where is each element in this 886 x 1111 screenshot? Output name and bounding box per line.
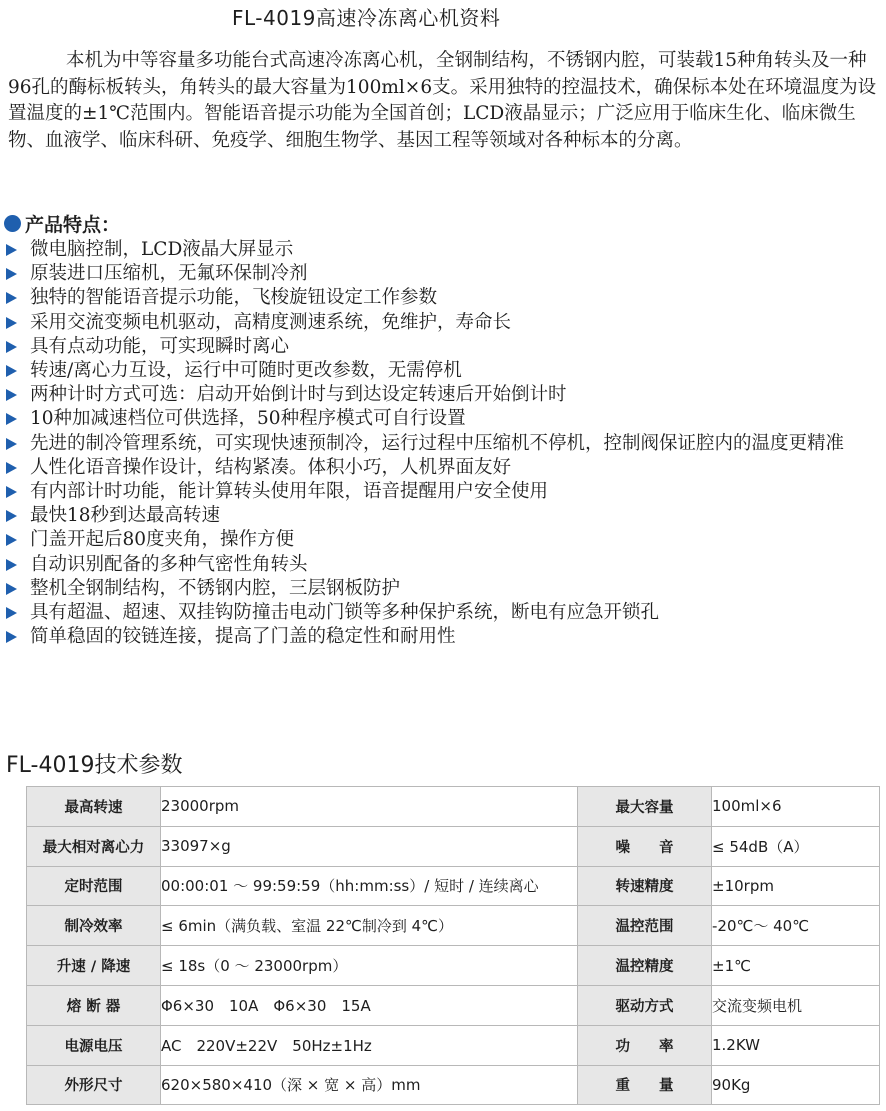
triangle-bullet-icon [6, 268, 17, 280]
triangle-bullet-icon [6, 389, 17, 401]
feature-text: 独特的智能语音提示功能，飞梭旋钮设定工作参数 [30, 287, 438, 309]
spec-label: 噪 音 [578, 826, 712, 866]
spec-value: 00:00:01 ～ 99:59:59（hh:mm:ss）/ 短时 / 连续离心 [161, 866, 578, 906]
feature-text: 简单稳固的铰链连接，提高了门盖的稳定性和耐用性 [30, 626, 456, 648]
feature-item [4, 238, 884, 262]
spec-value: -20℃～ 40℃ [712, 906, 880, 946]
table-row [27, 826, 880, 866]
spec-value: 33097×g [161, 826, 578, 866]
intro-text: 本机为中等容量多功能台式高速冷冻离心机，全钢制结构，不锈钢内腔，可装载15种角转头及一种96孔的酶标板转头，角转头的最大容量为100ml×6支。采用独特的控温技术，确保标本处在环境温度为设置温度的±1℃范围内。智能语音提示功能为全国首创；LCD液晶显示；广泛应用于临床生化、临床微生物、血液学、临床科研、免疫学、细胞生物学、基因工程等领域对各种标本的分离。 [8, 50, 877, 151]
feature-item [4, 577, 884, 601]
feature-text: 自动识别配备的多种气密性角转头 [30, 553, 308, 575]
table-row [27, 1065, 880, 1105]
feature-item [4, 335, 884, 359]
features-heading [4, 210, 120, 236]
spec-value: 620×580×410（深 × 宽 × 高）mm [161, 1065, 578, 1105]
spec-label: 电源电压 [27, 1025, 161, 1065]
feature-item [4, 262, 884, 286]
specs-title: FL-4019技术参数 [6, 753, 183, 778]
feature-text: 门盖开起后80度夹角，操作方便 [30, 529, 295, 551]
triangle-bullet-icon [6, 631, 17, 643]
feature-text: 采用交流变频电机驱动，高精度测速系统，免维护，寿命长 [30, 311, 512, 333]
spec-value: 交流变频电机 [712, 985, 880, 1025]
feature-text: 最快18秒到达最高转速 [30, 505, 221, 527]
feature-text: 先进的制冷管理系统，可实现快速预制冷，运行过程中压缩机不停机，控制阀保证腔内的温度更精准 [30, 432, 845, 454]
table-row [27, 866, 880, 906]
feature-text: 两种计时方式可选：启动开始倒计时与到达设定转速后开始倒计时 [30, 384, 567, 406]
features-list [4, 238, 884, 649]
table-row [27, 787, 880, 827]
spec-value: AC 220V±22V 50Hz±1Hz [161, 1025, 578, 1065]
feature-item [4, 528, 884, 552]
feature-item [4, 601, 884, 625]
specs-table [26, 786, 880, 1105]
triangle-bullet-icon [6, 365, 17, 377]
feature-item [4, 625, 884, 649]
feature-item [4, 311, 884, 335]
bullet-dot-icon [4, 215, 21, 232]
feature-item [4, 407, 884, 431]
spec-label: 定时范围 [27, 866, 161, 906]
spec-value: 90Kg [712, 1065, 880, 1105]
page-title: FL-4019高速冷冻离心机资料 [232, 6, 501, 30]
feature-item [4, 432, 884, 456]
feature-text: 具有点动功能，可实现瞬时离心 [30, 335, 290, 357]
feature-text: 具有超温、超速、双挂钩防撞击电动门锁等多种保护系统，断电有应急开锁孔 [30, 602, 660, 624]
feature-text: 整机全钢制结构，不锈钢内腔，三层钢板防护 [30, 577, 401, 599]
triangle-bullet-icon [6, 534, 17, 546]
triangle-bullet-icon [6, 317, 17, 329]
spec-value: ≤ 6min（满负载、室温 22℃制冷到 4℃） [161, 906, 578, 946]
triangle-bullet-icon [6, 462, 17, 474]
table-row [27, 906, 880, 946]
feature-item [4, 456, 884, 480]
triangle-bullet-icon [6, 244, 17, 256]
spec-label: 功 率 [578, 1025, 712, 1065]
triangle-bullet-icon [6, 413, 17, 425]
feature-item [4, 359, 884, 383]
spec-value: 1.2KW [712, 1025, 880, 1065]
triangle-bullet-icon [6, 583, 17, 595]
triangle-bullet-icon [6, 341, 17, 353]
spec-value: Φ6×30 10A Φ6×30 15A [161, 985, 578, 1025]
triangle-bullet-icon [6, 292, 17, 304]
table-row [27, 985, 880, 1025]
triangle-bullet-icon [6, 510, 17, 522]
spec-label: 升速 / 降速 [27, 946, 161, 986]
spec-label: 外形尺寸 [27, 1065, 161, 1105]
table-row [27, 946, 880, 986]
feature-text: 原装进口压缩机，无氟环保制冷剂 [30, 263, 308, 285]
spec-value: 23000rpm [161, 787, 578, 827]
feature-item [4, 553, 884, 577]
feature-text: 有内部计时功能，能计算转头使用年限，语音提醒用户安全使用 [30, 481, 549, 503]
triangle-bullet-icon [6, 486, 17, 498]
feature-text: 10种加减速档位可供选择，50种程序模式可自行设置 [30, 408, 466, 430]
spec-label: 驱动方式 [578, 985, 712, 1025]
features-heading-label: 产品特点： [25, 213, 121, 236]
spec-label: 温控范围 [578, 906, 712, 946]
spec-label: 制冷效率 [27, 906, 161, 946]
feature-item [4, 480, 884, 504]
feature-text: 微电脑控制，LCD液晶大屏显示 [30, 239, 294, 260]
spec-label: 重 量 [578, 1065, 712, 1105]
feature-item [4, 504, 884, 528]
spec-value: ±1℃ [712, 946, 880, 986]
spec-value: ≤ 54dB（A） [712, 826, 880, 866]
spec-label: 熔 断 器 [27, 985, 161, 1025]
spec-label: 温控精度 [578, 946, 712, 986]
feature-item [4, 286, 884, 310]
spec-value: ≤ 18s（0 ～ 23000rpm） [161, 946, 578, 986]
spec-label: 转速精度 [578, 866, 712, 906]
spec-label: 最大容量 [578, 787, 712, 827]
spec-label: 最高转速 [27, 787, 161, 827]
feature-item [4, 383, 884, 407]
triangle-bullet-icon [6, 607, 17, 619]
feature-text: 人性化语音操作设计，结构紧凑。体积小巧，人机界面友好 [30, 456, 512, 478]
feature-text: 转速/离心力互设，运行中可随时更改参数，无需停机 [30, 360, 462, 382]
intro-paragraph [8, 48, 880, 154]
triangle-bullet-icon [6, 438, 17, 450]
triangle-bullet-icon [6, 559, 17, 571]
spec-value: ±10rpm [712, 866, 880, 906]
table-row [27, 1025, 880, 1065]
spec-value: 100ml×6 [712, 787, 880, 827]
spec-label: 最大相对离心力 [27, 826, 161, 866]
